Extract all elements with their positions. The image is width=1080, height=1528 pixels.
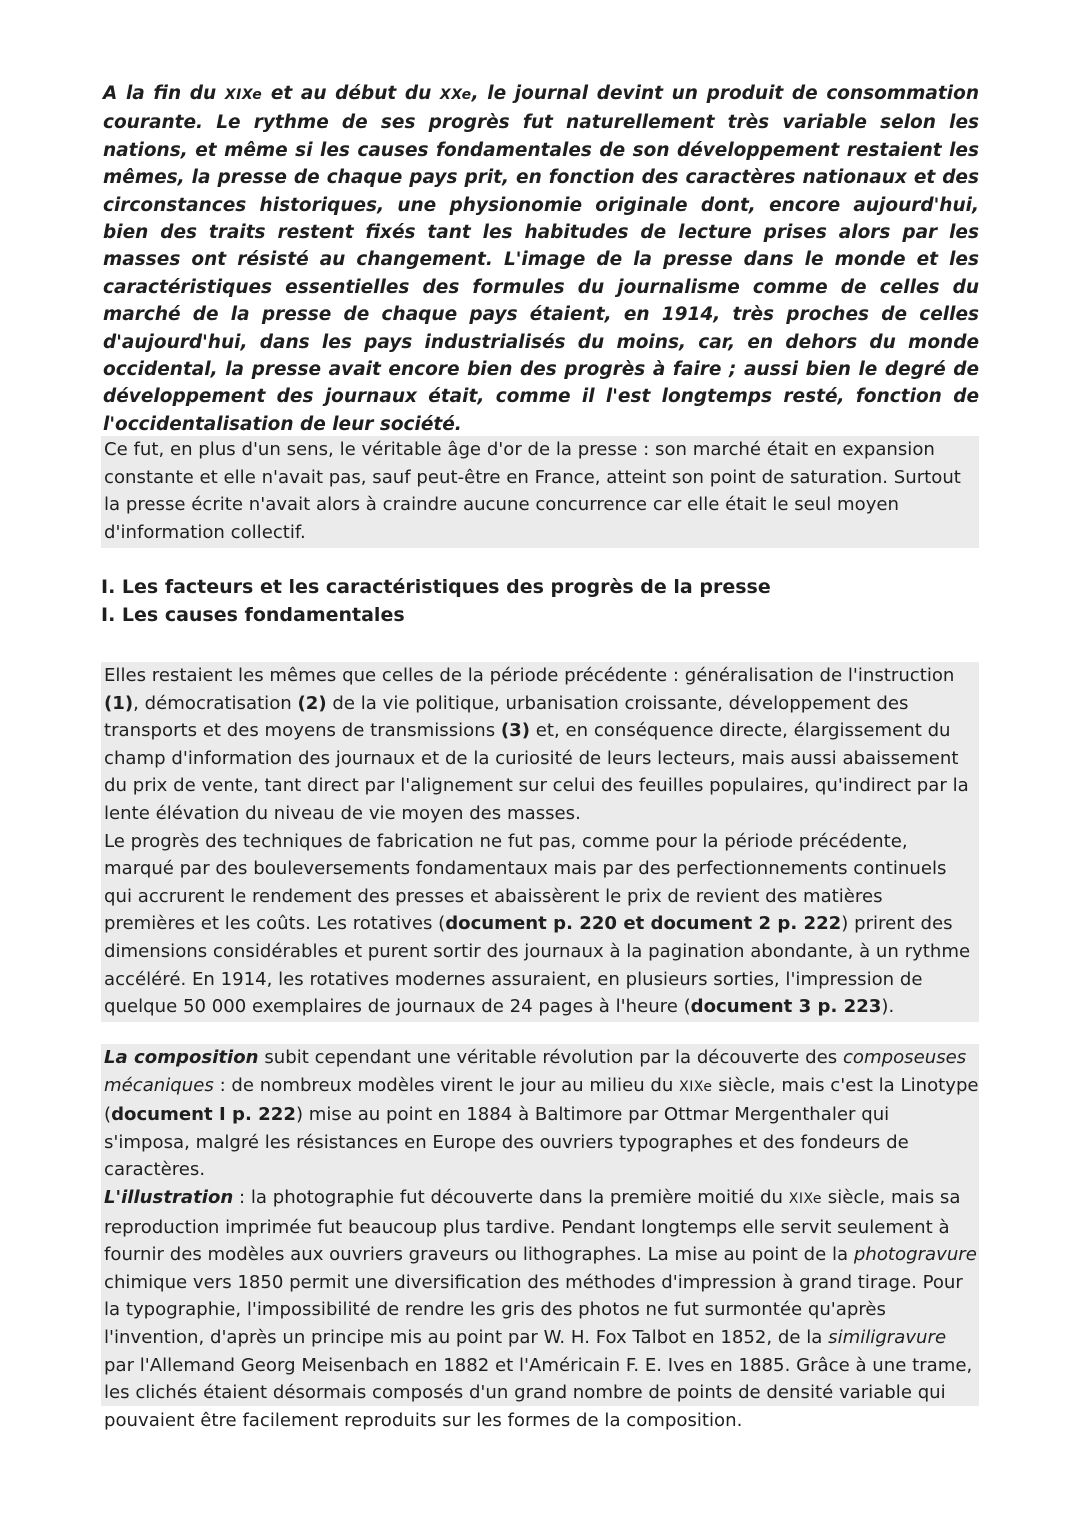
composition-label: La composition [104, 1047, 259, 1068]
emphasis-term: similigravure [828, 1326, 947, 1348]
composition-text: siècle, mais c'est la Linotype ( [104, 1074, 979, 1126]
composition-text: ) mise au point en 1884 à Baltimore par Ottmar Mergenthaler qui s'imposa, malgré les résistances en Europe des ouvriers typographes et des fondeurs de caractères. [104, 1104, 909, 1181]
illustration-text: siècle, mais sa reproduction imprimée fut beaucoup plus tardive. Pendant longtemps elle servit seulement à fournir des modèles aux ouvriers graveurs ou lithographes. La mise au point de la [104, 1186, 961, 1266]
causes-paragraph [104, 662, 979, 828]
intro-text: A la fin du [103, 83, 225, 104]
subsection-heading: I. Les causes fondamentales [101, 603, 405, 626]
causes-text: et, en conséquence directe, élargissement du champ d'information des journaux et de la curiosité de leurs lecteurs, mais aussi abaissement du prix de vente, tant direct par l'alignement sur celui des feuilles populaires, qu'indirect par la lente élévation du niveau de vie moyen des masses. [104, 720, 969, 824]
intro-text: et au début du [262, 83, 440, 104]
footnote-ref: (2) [297, 692, 327, 714]
golden-age-paragraph: Ce fut, en plus d'un sens, le véritable âge d'or de la presse : son marché était en expansion constante et elle n'avait pas, sauf peut-être en France, atteint son point de saturation. Surtout la presse écrite n'avait alors à craindre aucune concurrence car elle était le seul moyen d'information collectif. [104, 439, 961, 543]
document-ref: document p. 220 et document 2 p. 222 [445, 913, 842, 935]
composition-illustration-block [101, 1044, 979, 1431]
causes-text: , démocratisation [133, 692, 298, 714]
composition-text: : de nombreux modèles virent le jour au milieu du [213, 1074, 680, 1096]
golden-age-block [101, 436, 979, 548]
emphasis-term: photogravure [853, 1244, 977, 1266]
techniques-text: ). [881, 996, 895, 1018]
document-ref: document 3 p. 223 [690, 996, 882, 1018]
causes-text: Elles restaient les mêmes que celles de la période précédente : généralisation de l'instruction [104, 665, 955, 686]
footnote-ref: (1) [104, 692, 134, 714]
illustration-text: chimique vers 1850 permit une diversification des méthodes d'impression à grand tirage. Pour la typographie, l'impossibilité de rendre les gris des photos ne fut surmontée qu'après l'invention, d'après un principe mis au point par W. H. Fox Talbot en 1852, de la [104, 1271, 963, 1348]
century-label: XIXe [788, 1190, 823, 1207]
techniques-text: ) prirent des dimensions considérables et purent sortir des journaux à la pagination abondante, à un rythme accéléré. En 1914, les rotatives modernes assuraient, en plusieurs sorties, l'impression de quelque 50 000 exemplaires de journaux de 24 pages à l'heure ( [104, 913, 971, 1018]
section-headings [101, 574, 979, 629]
causes-text: de la vie politique, urbanisation croissante, développement des transports et des moyens de transmissions [104, 692, 909, 742]
techniques-paragraph [104, 828, 979, 1021]
composition-text: subit cependant une véritable révolution par la découverte des [258, 1047, 843, 1068]
illustration-text: par l'Allemand Georg Meisenbach en 1882 et l'Américain F. E. Ives en 1885. Grâce à une trame, les clichés étaient désormais composés d'un grand nombre de points de densité variable qui pouvaient être facilement reproduits sur les formes de la composition. [104, 1354, 973, 1431]
techniques-text: Le progrès des techniques de fabrication ne fut pas, comme pour la période précédente, marqué par des bouleversements fondamentaux mais par des perfectionnements continuels qui accrurent le rendement des presses et abaissèrent le prix de revient des matières premières et les coûts. Les rotatives ( [104, 830, 947, 935]
illustration-paragraph [104, 1184, 979, 1434]
illustration-label: L'illustration [104, 1186, 234, 1208]
illustration-text: : la photographie fut découverte dans la première moitié du [233, 1186, 789, 1208]
document-ref: document I p. 222 [111, 1104, 296, 1126]
century-label: XXe [439, 87, 472, 103]
intro-paragraph [103, 80, 979, 438]
century-label: XIXe [224, 87, 263, 103]
century-label: XIXe [679, 1078, 713, 1095]
emphasis-term: composeuses mécaniques [104, 1047, 967, 1096]
section-heading: I. Les facteurs et les caractéristiques des progrès de la presse [101, 576, 771, 598]
intro-text: , le journal devint un produit de consommation courante. Le rythme de ses progrès fut naturellement très variable selon les nations, et même si les causes fondamentales de son développement restaient les mêmes, la presse de chaque pays prit, en fonction des caractères nationaux et des circonstances historiques, une physionomie originale dont, encore aujourd'hui, bien des traits restent fixés tant les habitudes de lecture prises alors par les masses ont résisté au changement. L'image de la presse dans le monde et les caractéristiques essentielles des formules du journalisme comme de celles du marché de la presse de chaque pays étaient, en 1914, très proches de celles d'aujourd'hui, dans les pays industrialisés du moins, car, en dehors du monde occidental, la presse avait encore bien des progrès à faire ; aussi bien le degré de développement des journaux était, comme il l'est longtemps resté, fonction de l'occidentalisation de leur société. [103, 83, 979, 435]
footnote-ref: (3) [500, 720, 531, 742]
composition-paragraph [104, 1044, 979, 1184]
causes-block [101, 662, 979, 1022]
